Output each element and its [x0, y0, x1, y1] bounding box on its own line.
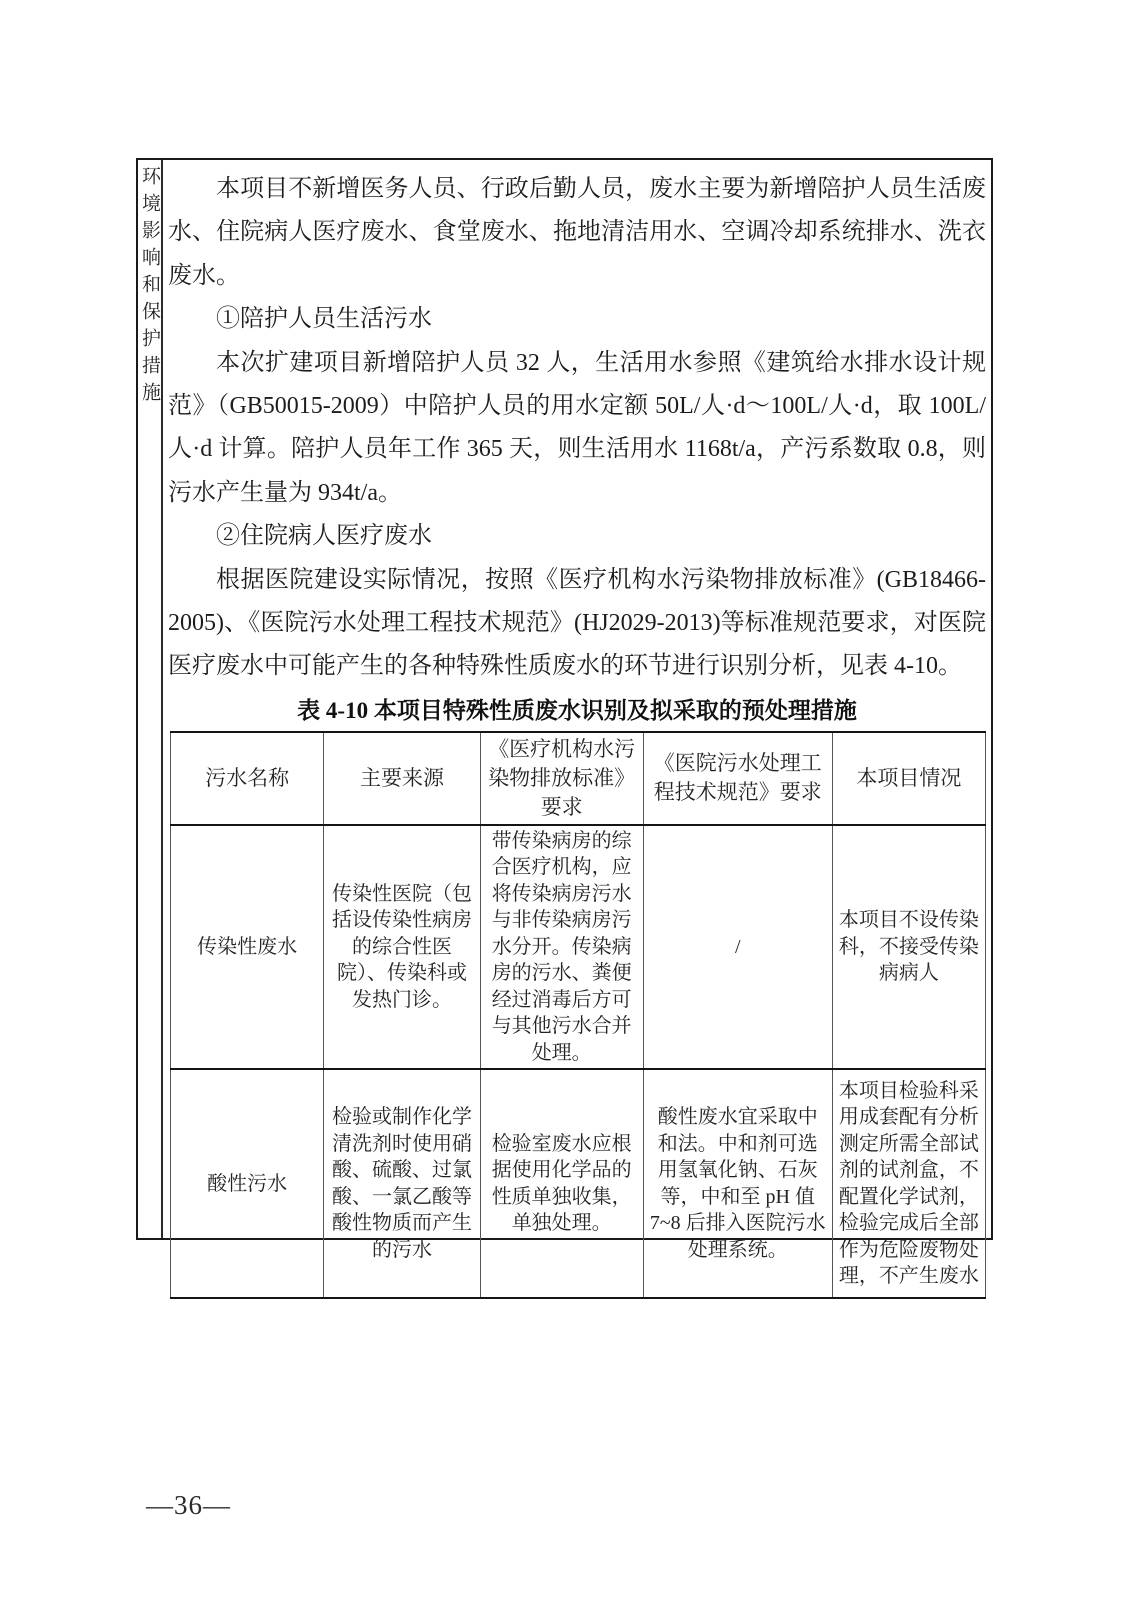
- header-cell-tech-spec: 《医院污水处理工程技术规范》要求: [643, 732, 832, 825]
- table-row-infectious: [171, 825, 986, 1070]
- table-header-row: [171, 732, 986, 825]
- header-cell-discharge-standard: 《医疗机构水污染物排放标准》要求: [480, 732, 643, 825]
- page-number: —36—: [146, 1490, 231, 1520]
- table-row-acidic: [171, 1069, 986, 1298]
- report-form-frame: [136, 158, 993, 1288]
- cell-acidic-techspec: 酸性废水宜采取中和法。中和剂可选用氢氧化钠、石灰等，中和至 pH 值 7~8 后排入医院污水处理系统。: [643, 1069, 832, 1298]
- paragraph-item2-heading: ②住院病人医疗废水: [216, 523, 432, 550]
- cell-infectious-techspec: /: [643, 825, 832, 1070]
- cell-acidic-name: 酸性污水: [171, 1069, 324, 1298]
- form-row-label-cell: [138, 160, 163, 1238]
- table-body: [171, 825, 986, 1299]
- cell-infectious-source: 传染性医院（包括设传染性病房的综合性医院）、传染科或发热门诊。: [324, 825, 480, 1070]
- paragraph-item1-heading: ①陪护人员生活污水: [216, 306, 432, 333]
- cell-acidic-source: 检验或制作化学清洗剂时使用硝酸、硫酸、过氯酸、一氯乙酸等酸性物质而产生的污水: [324, 1069, 480, 1298]
- paragraph-wastewater-overview: 本项目不新增医务人员、行政后勤人员，废水主要为新增陪护人员生活废水、住院病人医疗废水、食堂废水、拖地清洁用水、空调冷却系统排水、洗衣废水。: [168, 176, 986, 289]
- cell-infectious-project: 本项目不设传染科，不接受传染病病人: [832, 825, 985, 1070]
- cell-acidic-project: 本项目检验科采用成套配有分析测定所需全部试剂的试剂盒，不配置化学试剂，检验完成后全部作为危险废物处理，不产生废水: [832, 1069, 985, 1298]
- table-header: [171, 732, 986, 825]
- header-cell-main-source: 主要来源: [324, 732, 480, 825]
- table-4-10: [170, 731, 986, 1300]
- header-cell-sewage-name: 污水名称: [171, 732, 324, 825]
- cell-infectious-standard: 带传染病房的综合医疗机构，应将传染病房污水与非传染病房污水分开。传染病房的污水、粪便经过消毒后方可与其他污水合并处理。: [480, 825, 643, 1070]
- table-4-10-title: 表 4-10 本项目特殊性质废水识别及拟采取的预处理措施: [297, 697, 857, 723]
- cell-acidic-standard: 检验室废水应根据使用化学品的性质单独收集，单独处理。: [480, 1069, 643, 1298]
- header-cell-project-situation: 本项目情况: [832, 732, 985, 825]
- paragraph-item1-body: 本次扩建项目新增陪护人员 32 人，生活用水参照《建筑给水排水设计规范》（GB50015-2009）中陪护人员的用水定额 50L/人·d～100L/人·d，取 100L/人·d 计算。陪护人员年工作 365 天，则生活用水 1168t/a，产污系数取 0.8，则污水产生量为 934t/a。: [168, 349, 986, 506]
- form-content-cell: [163, 160, 995, 1288]
- cell-infectious-name: 传染性废水: [171, 825, 324, 1070]
- paragraph-item2-body: 根据医院建设实际情况，按照《医疗机构水污染物排放标准》(GB18466-2005)、《医院污水处理工程技术规范》(HJ2029-2013)等标准规范要求，对医院医疗废水中可能产生的各种特殊性质废水的环节进行识别分析，见表 4-10。: [168, 566, 986, 680]
- row-label-environmental-measures: 环境影响和保护措施: [139, 166, 160, 409]
